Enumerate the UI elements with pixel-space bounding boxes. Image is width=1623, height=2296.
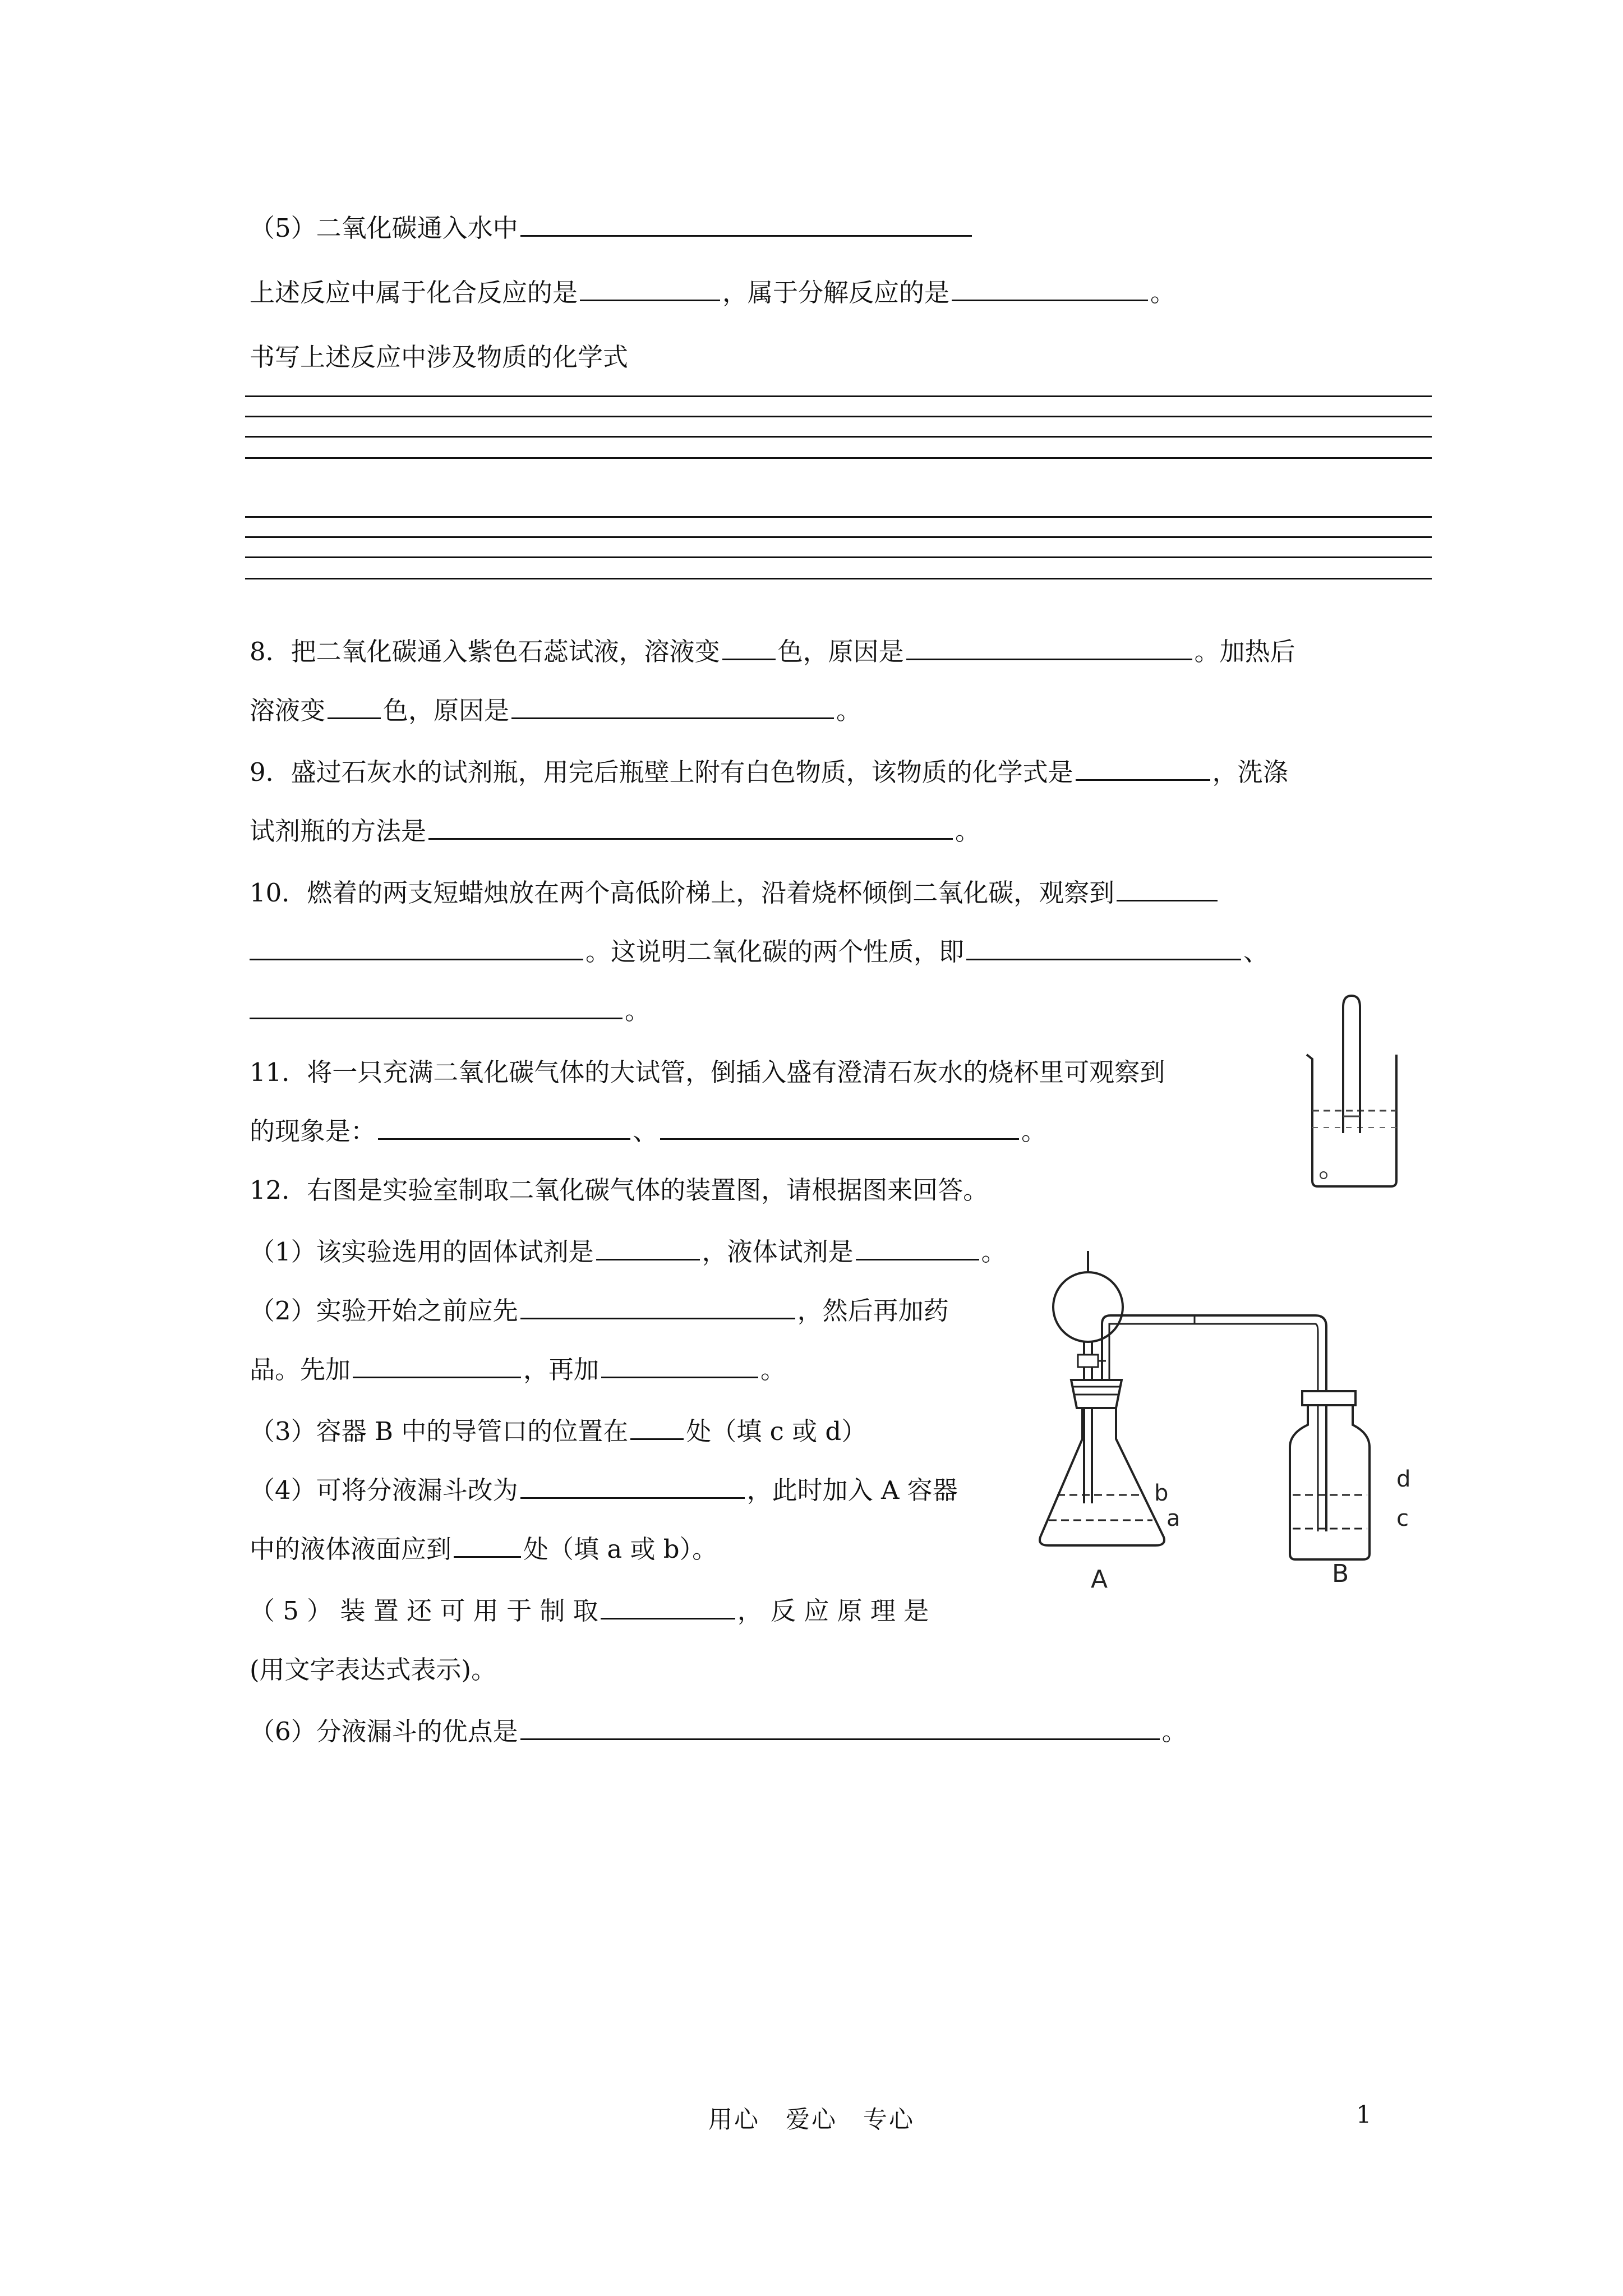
q7-classify-text-a: 上述反应中属于化合反应的是 — [250, 278, 578, 307]
q10-line3 — [250, 993, 650, 1029]
q12-p5-text-a: （ 5 ） 装 置 还 可 用 于 制 取 — [250, 1596, 598, 1626]
q7-formula-prompt-text: 书写上述反应中涉及物质的化学式 — [250, 342, 629, 372]
writing-line[interactable] — [245, 556, 1432, 558]
q11-line1 — [250, 1055, 1165, 1091]
answer-blank[interactable] — [1076, 756, 1210, 781]
q7-formula-prompt — [250, 339, 628, 375]
q8-line1 — [250, 634, 1295, 670]
q12-p4-text-a: （4）可将分液漏斗改为 — [250, 1475, 518, 1505]
q10-text-a: 10．燃着的两支短蜡烛放在两个高低阶梯上，沿着烧杯倾倒二氧化碳，观察到 — [250, 878, 1115, 908]
label-a: a — [1166, 1506, 1181, 1531]
q12-p2-text-b: ，然后再加药 — [797, 1296, 949, 1326]
footer-motto: 用心 爱心 专心 — [708, 2106, 915, 2134]
page-number: 1 — [1356, 2101, 1372, 2129]
writing-line[interactable] — [245, 416, 1432, 417]
label-b: b — [1154, 1480, 1169, 1506]
label-d: d — [1396, 1466, 1411, 1492]
answer-blank[interactable] — [601, 1353, 758, 1378]
punct: 。 — [625, 996, 651, 1025]
q12-part2-line2 — [250, 1352, 786, 1388]
answer-blank[interactable] — [906, 635, 1192, 660]
punct: 。 — [955, 816, 981, 846]
q7-classify-text-b: ，属于分解反应的是 — [722, 278, 950, 307]
answer-blank[interactable] — [596, 1235, 700, 1260]
q12-p1-text-b: ，液体试剂是 — [702, 1237, 854, 1267]
q11-text-a: 11．将一只充满二氧化碳气体的大试管，倒插入盛有澄清石灰水的烧杯里可观察到 — [250, 1057, 1165, 1087]
answer-blank[interactable] — [454, 1533, 521, 1558]
q12-part3 — [250, 1414, 866, 1450]
q12-p1-text-a: （1）该实验选用的固体试剂是 — [250, 1237, 594, 1267]
punct: 。 — [760, 1355, 786, 1384]
answer-blank[interactable] — [328, 694, 381, 719]
q9-line1 — [250, 754, 1288, 790]
q12-p3-text-a: （3）容器 B 中的导管口的位置在 — [250, 1416, 629, 1446]
writing-line[interactable] — [245, 457, 1432, 459]
co2-apparatus-figure — [1026, 1240, 1453, 1621]
answer-blank[interactable] — [722, 635, 776, 660]
q12-p5-text-c: (用文字表达式表示)。 — [250, 1655, 497, 1685]
q8-line2 — [250, 693, 861, 729]
answer-blank[interactable] — [601, 1594, 735, 1619]
q8-text-b: 色，原因是 — [777, 637, 904, 666]
q12-p2-text-d: ，再加 — [523, 1355, 600, 1384]
q12-p3-text-b: 处（填 c 或 d） — [686, 1416, 867, 1446]
q8-text-e: 色，原因是 — [383, 696, 510, 725]
beaker-test-tube-figure — [1295, 993, 1419, 1195]
writing-line[interactable] — [245, 436, 1432, 438]
label-A: A — [1091, 1565, 1108, 1594]
answer-blank[interactable] — [1117, 876, 1218, 901]
punct: 。 — [1021, 1116, 1047, 1146]
q12-part6 — [250, 1714, 1187, 1750]
answer-blank[interactable] — [250, 994, 623, 1019]
q10-line1 — [250, 875, 1220, 911]
q12-part2-line1 — [250, 1293, 949, 1329]
q12-p4-text-d: 处（填 a 或 b）。 — [523, 1534, 718, 1564]
answer-blank[interactable] — [520, 1715, 1160, 1740]
q10-line2 — [250, 934, 1269, 970]
q8-text-c: 。加热后 — [1194, 637, 1295, 666]
punct: 。 — [1150, 278, 1176, 307]
q12-p5-text-b: ， 反 应 原 理 是 — [737, 1596, 929, 1626]
writing-line[interactable] — [245, 536, 1432, 538]
answer-blank[interactable] — [966, 935, 1241, 960]
q11-line2 — [250, 1114, 1046, 1149]
q12-part5-line2 — [250, 1652, 496, 1688]
punct: 。 — [1161, 1717, 1187, 1746]
q11-text-b: 的现象是： — [250, 1116, 376, 1146]
answer-blank[interactable] — [660, 1115, 1019, 1140]
q9-text-c: 试剂瓶的方法是 — [250, 816, 427, 846]
q8-text-d: 溶液变 — [250, 696, 326, 725]
q12-p4-text-c: 中的液体液面应到 — [250, 1534, 452, 1564]
answer-blank[interactable] — [520, 1294, 795, 1319]
q12-stem — [250, 1172, 988, 1208]
writing-line[interactable] — [245, 578, 1432, 579]
answer-blank[interactable] — [353, 1353, 521, 1378]
q9-text-b: ，洗涤 — [1212, 757, 1288, 787]
label-B: B — [1332, 1559, 1349, 1588]
q11-text-c: 、 — [633, 1116, 658, 1146]
answer-blank[interactable] — [520, 211, 972, 237]
q12-p2-text-c: 品。先加 — [250, 1355, 351, 1384]
q10-text-c: 、 — [1243, 937, 1269, 967]
answer-blank[interactable] — [856, 1235, 979, 1260]
punct: 。 — [836, 696, 862, 725]
answer-blank[interactable] — [428, 815, 953, 840]
q12-p2-text-a: （2）实验开始之前应先 — [250, 1296, 518, 1326]
punct: 。 — [981, 1237, 1007, 1267]
q7-item5-text: （5）二氧化碳通入水中 — [250, 213, 518, 243]
answer-blank[interactable] — [952, 276, 1148, 301]
answer-blank[interactable] — [630, 1415, 684, 1440]
answer-blank[interactable] — [250, 935, 583, 960]
writing-line[interactable] — [245, 516, 1432, 518]
q10-text-b: 。这说明二氧化碳的两个性质，即 — [585, 937, 965, 967]
answer-blank[interactable] — [580, 276, 720, 301]
q12-part4-line1 — [250, 1473, 958, 1508]
q12-part1 — [250, 1234, 1007, 1270]
q9-text-a: 9．盛过石灰水的试剂瓶，用完后瓶壁上附有白色物质，该物质的化学式是 — [250, 757, 1073, 787]
answer-blank[interactable] — [520, 1474, 745, 1499]
q7-classify — [250, 275, 1175, 311]
q12-part5-line1 — [250, 1593, 929, 1629]
q12-p6-text-a: （6）分液漏斗的优点是 — [250, 1717, 518, 1746]
q12-stem-text: 12．右图是实验室制取二氧化碳气体的装置图，请根据图来回答。 — [250, 1175, 989, 1205]
q7-item5 — [250, 210, 974, 246]
q8-text-a: 8．把二氧化碳通入紫色石蕊试液，溶液变 — [250, 637, 720, 666]
q12-p4-text-b: ，此时加入 A 容器 — [746, 1475, 958, 1505]
writing-line[interactable] — [245, 395, 1432, 397]
label-c: c — [1396, 1506, 1409, 1531]
q12-part4-line2 — [250, 1531, 717, 1567]
answer-blank[interactable] — [378, 1115, 630, 1140]
q9-line2 — [250, 813, 980, 849]
answer-blank[interactable] — [511, 694, 834, 719]
